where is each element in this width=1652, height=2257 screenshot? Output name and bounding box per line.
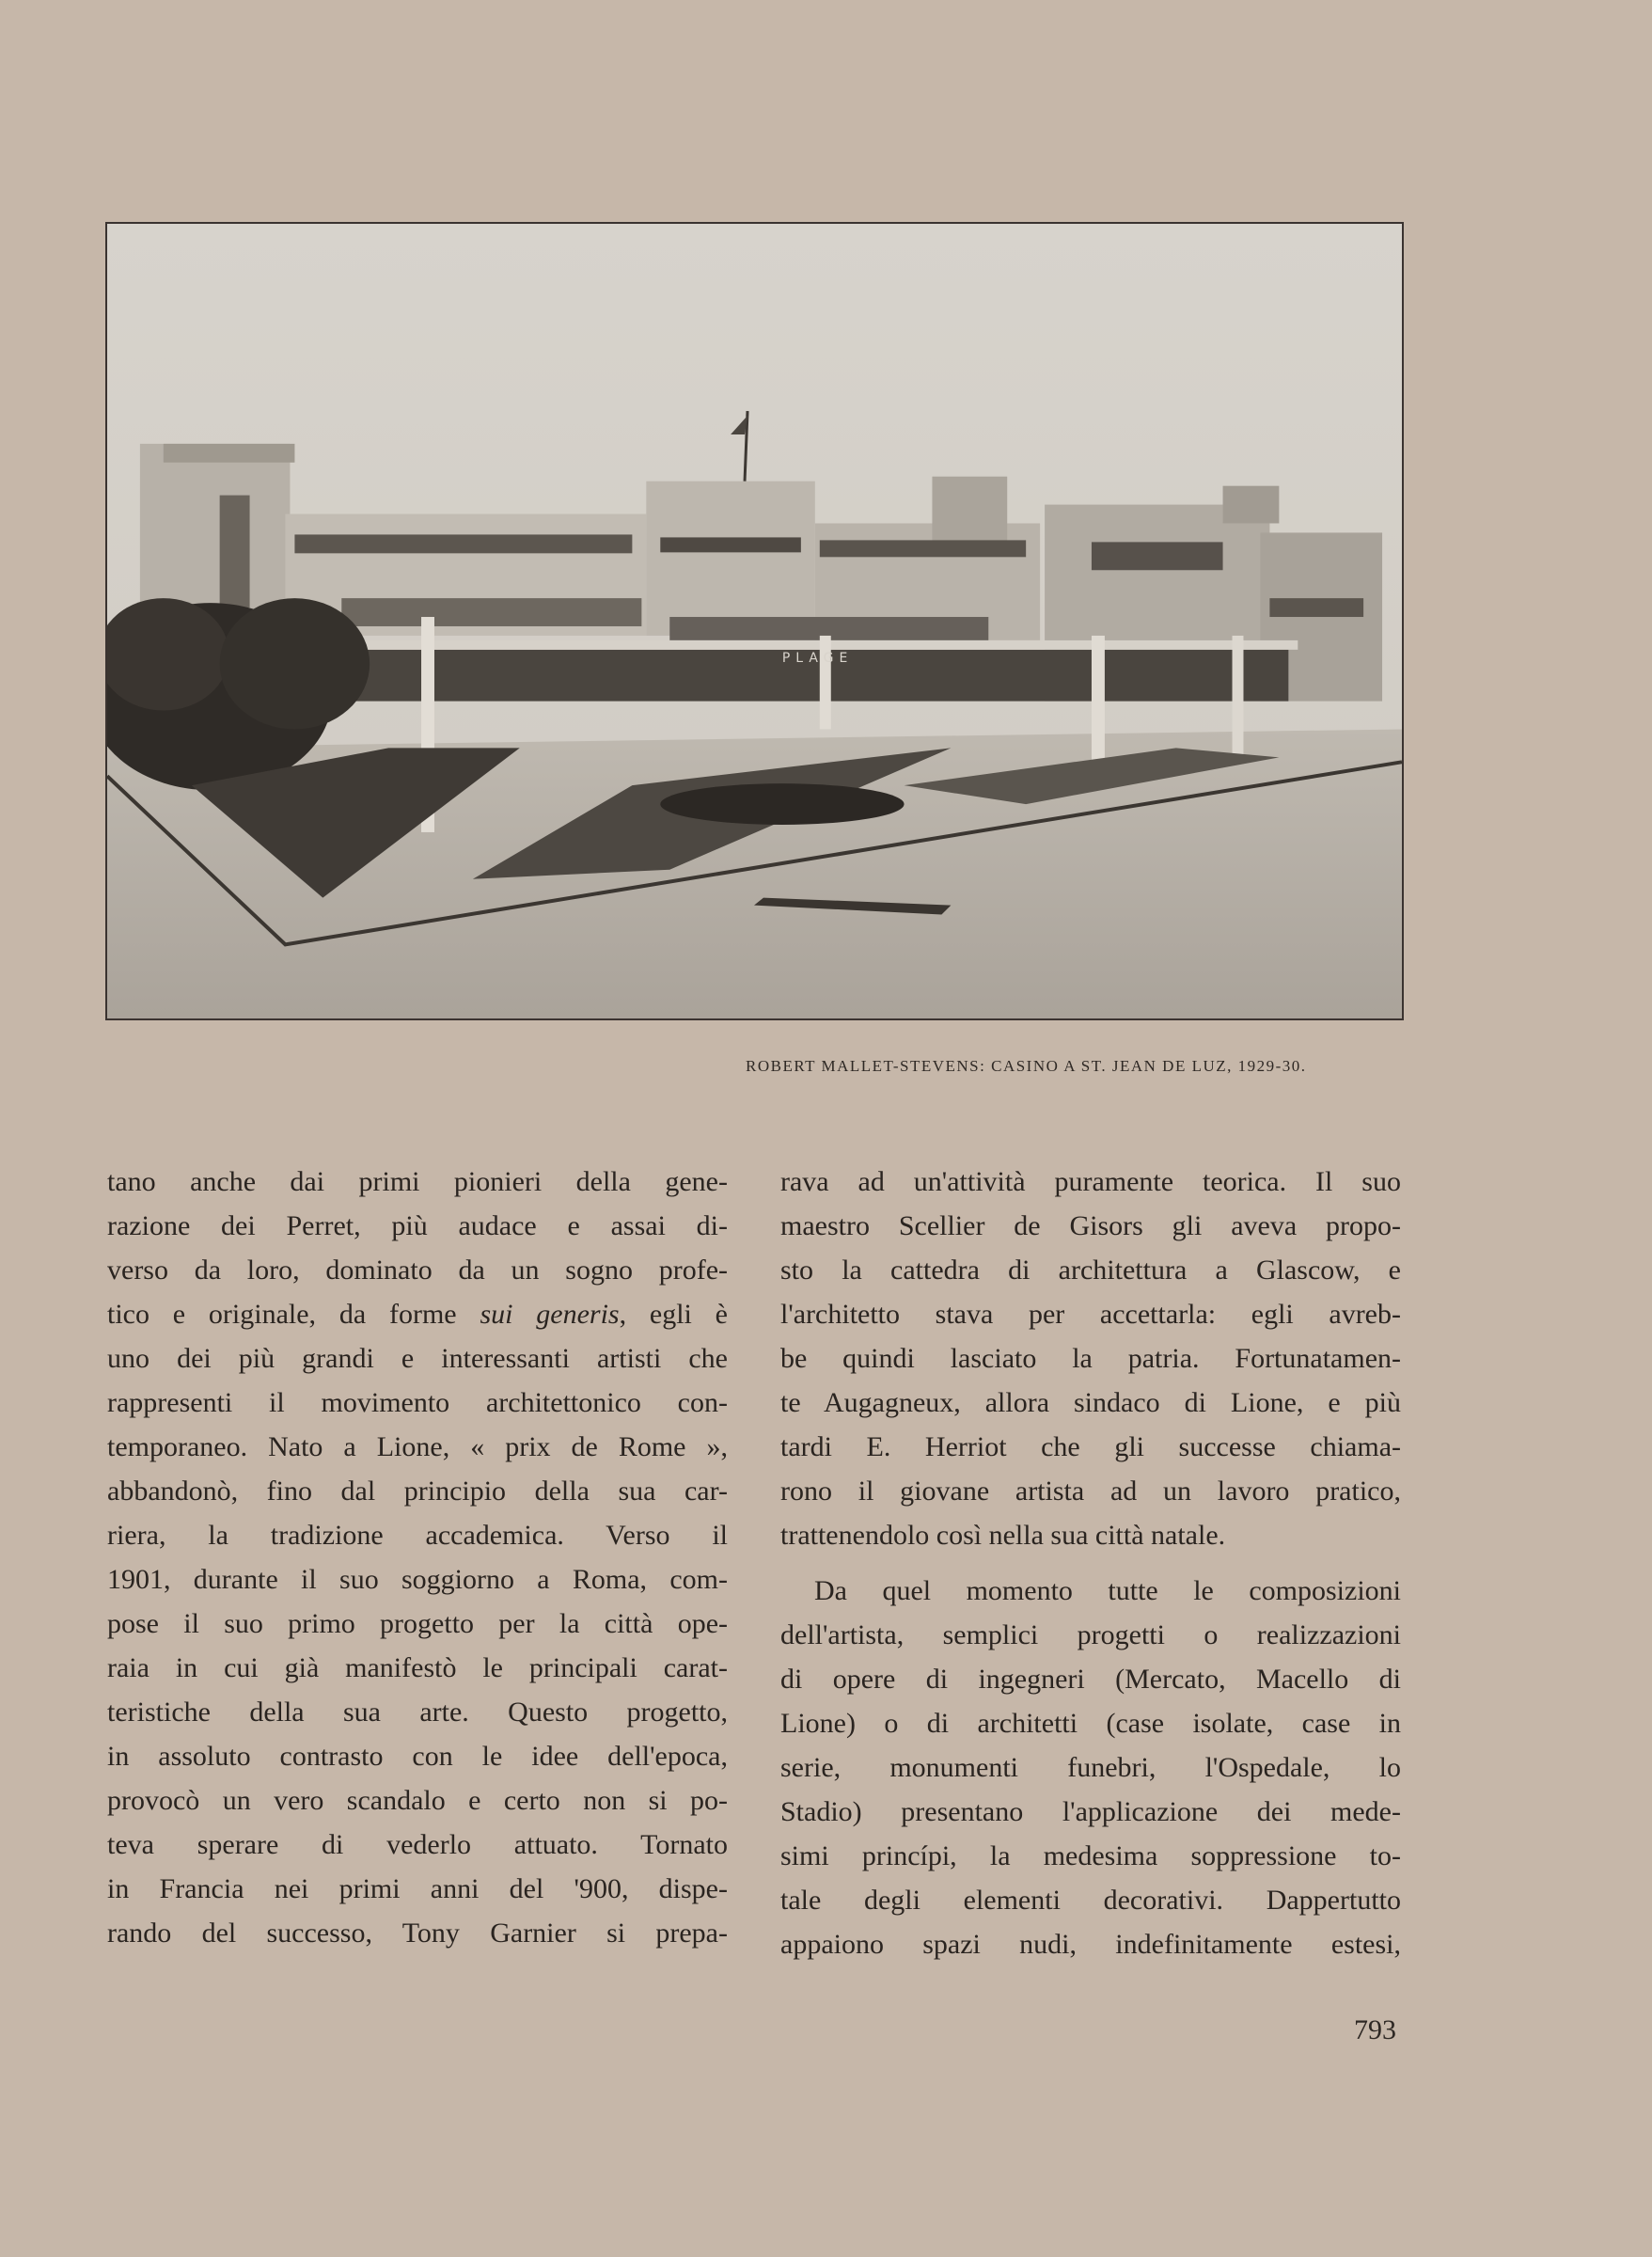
text-line: l'architetto stava per accettarla: egli avreb- bbox=[780, 1299, 1401, 1330]
text-line: 1901, durante il suo soggiorno a Roma, com- bbox=[107, 1564, 728, 1595]
text-line: rappresenti il movimento architettonico con- bbox=[107, 1387, 728, 1418]
text-line: tano anche dai primi pionieri della gene- bbox=[107, 1166, 728, 1197]
photograph-icon bbox=[107, 224, 1402, 1018]
text-line: trattenendolo così nella sua città natale. bbox=[780, 1520, 1226, 1551]
text-line: temporaneo. Nato a Lione, « prix de Rome », bbox=[107, 1431, 728, 1462]
text-line: di opere di ingegneri (Mercato, Macello di bbox=[780, 1664, 1401, 1695]
text-line: sto la cattedra di architettura a Glascow, e bbox=[780, 1255, 1401, 1286]
text-line: dell'artista, semplici progetti o realizzazioni bbox=[780, 1619, 1401, 1650]
text-line: maestro Scellier de Gisors gli aveva propo- bbox=[780, 1210, 1401, 1241]
right-text-column bbox=[780, 1160, 1401, 1966]
figure-caption: ROBERT MALLET-STEVENS: CASINO A ST. JEAN DE LUZ, 1929-30. bbox=[746, 1057, 1307, 1075]
text-line: Da quel momento tutte le composizioni bbox=[814, 1575, 1401, 1606]
text-line: appaiono spazi nudi, indefinitamente estesi, bbox=[780, 1929, 1401, 1960]
text-line: provocò un vero scandalo e certo non si po- bbox=[107, 1785, 728, 1816]
text-line: be quindi lasciato la patria. Fortunatamen- bbox=[780, 1343, 1401, 1374]
text-line: razione dei Perret, più audace e assai di- bbox=[107, 1210, 728, 1241]
text-line: raia in cui già manifestò le principali carat- bbox=[107, 1652, 728, 1683]
text-line: in Francia nei primi anni del '900, dispe- bbox=[107, 1873, 728, 1904]
casino-photograph bbox=[105, 222, 1404, 1020]
text-line: teristiche della sua arte. Questo progetto, bbox=[107, 1697, 728, 1728]
text-line: tico e originale, da forme sui generis, egli è bbox=[107, 1299, 728, 1330]
text-line: rono il giovane artista ad un lavoro pratico, bbox=[780, 1476, 1401, 1507]
text-line: te Augagneux, allora sindaco di Lione, e più bbox=[780, 1387, 1401, 1418]
text-line: Lione) o di architetti (case isolate, case in bbox=[780, 1708, 1401, 1739]
text-line: in assoluto contrasto con le idee dell'epoca, bbox=[107, 1741, 728, 1772]
text-line: rando del successo, Tony Garnier si prepa- bbox=[107, 1918, 728, 1949]
text-line: tale degli elementi decorativi. Dappertutto bbox=[780, 1885, 1401, 1916]
text-line: serie, monumenti funebri, l'Ospedale, lo bbox=[780, 1752, 1401, 1783]
text-line: verso da loro, dominato da un sogno profe- bbox=[107, 1255, 728, 1286]
text-line: pose il suo primo progetto per la città ope- bbox=[107, 1608, 728, 1639]
text-line: simi princípi, la medesima soppressione to- bbox=[780, 1840, 1401, 1871]
text-line: Stadio) presentano l'applicazione dei mede- bbox=[780, 1796, 1401, 1827]
text-line: tardi E. Herriot che gli successe chiama- bbox=[780, 1431, 1401, 1462]
left-text-column bbox=[107, 1160, 728, 1955]
plage-sign: PLAGE bbox=[781, 650, 854, 666]
text-line: abbandonò, fino dal principio della sua car- bbox=[107, 1476, 728, 1507]
page-number: 793 bbox=[1354, 2014, 1396, 2045]
text-line: rava ad un'attività puramente teorica. Il suo bbox=[780, 1166, 1401, 1197]
text-line: riera, la tradizione accademica. Verso il bbox=[107, 1520, 728, 1551]
text-line: uno dei più grandi e interessanti artisti che bbox=[107, 1343, 728, 1374]
text-line: teva sperare di vederlo attuato. Tornato bbox=[107, 1829, 728, 1860]
